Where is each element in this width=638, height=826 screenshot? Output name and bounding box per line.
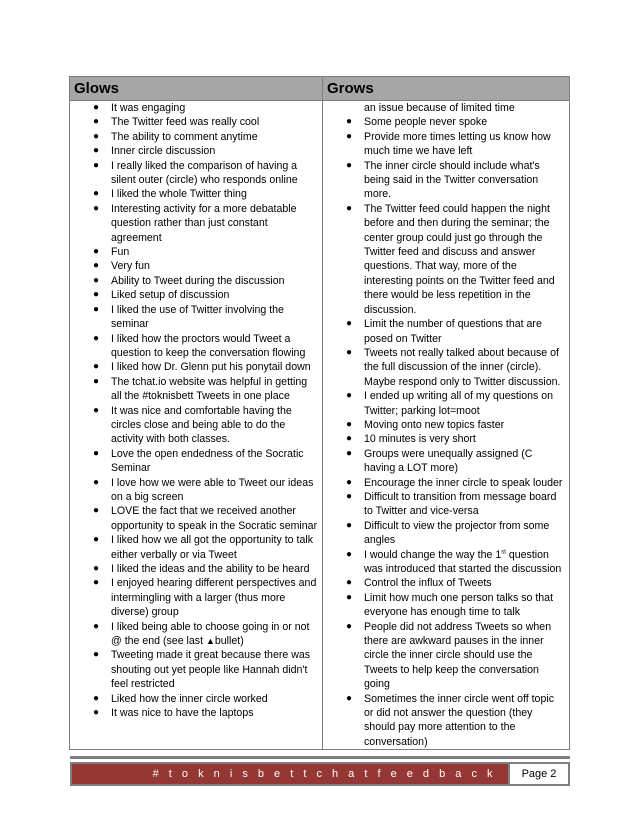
bullet-icon: ● [346, 519, 353, 531]
bullet-icon: ● [93, 289, 100, 301]
footer-title: # t o k n i s b e t t c h a t f e e d b a c k [72, 764, 508, 784]
list-item-text: It was engaging [111, 102, 186, 114]
list-item-text: Difficult to transition from message board to Twitter and vice-versa [364, 490, 557, 518]
list-item-text: Inner circle discussion [111, 145, 216, 158]
list-item-text: Some people never spoke [364, 116, 488, 129]
glows-header: Glows [70, 77, 323, 101]
triangle-icon: ▲ [205, 636, 215, 647]
list-item [70, 159, 318, 188]
list-item [323, 519, 565, 548]
list-item [323, 115, 565, 129]
bullet-icon: ● [93, 332, 100, 344]
list-item-text: Difficult to view the projector from some angles [364, 519, 550, 547]
list-item [70, 692, 318, 706]
list-item-text: I would change the way the 1 [364, 548, 502, 561]
bullet-icon: ● [346, 433, 353, 445]
list-item [323, 317, 565, 346]
list-item [323, 490, 565, 519]
bullet-icon: ● [93, 375, 100, 387]
list-item-text: Sometimes the inner circle went off topic or did not answer the question (they should pay more attention to the conversation) [364, 692, 554, 748]
list-item-text: Moving onto new topics faster [364, 418, 505, 431]
list-item-text: The Twitter feed was really cool [111, 116, 260, 129]
bullet-icon: ● [346, 591, 353, 603]
list-item-text: Love the open endedness of the Socratic Seminar [111, 447, 304, 475]
list-item-text: Ability to Tweet during the discussion [111, 274, 285, 287]
bullet-icon: ● [93, 202, 100, 214]
list-item [70, 288, 318, 302]
list-item-text: It was nice and comfortable having the circles close and being able to do the activity with both classes. [111, 404, 292, 446]
footer-divider [70, 756, 570, 759]
feedback-table [69, 76, 570, 750]
list-item-text: bullet) [214, 635, 244, 648]
list-item-text: I liked how we all got the opportunity to talk either verbally or via Tweet [111, 534, 313, 561]
list-item-text: Interesting activity for a more debatable question rather than just constant agreement [111, 202, 297, 244]
list-item [70, 447, 318, 476]
bullet-icon: ● [346, 390, 353, 402]
list-item-text: Control the influx of Tweets [364, 577, 492, 590]
bullet-icon: ● [93, 102, 100, 113]
bullet-icon: ● [93, 692, 100, 704]
list-item-text: question was introduced that started the discussion [364, 548, 562, 575]
list-item [323, 202, 565, 317]
bullet-icon: ● [346, 159, 353, 171]
bullet-icon: ● [93, 447, 100, 459]
bullet-icon: ● [93, 116, 100, 128]
list-item-text: I liked the use of Twitter involving the seminar [111, 303, 284, 331]
list-item [70, 476, 318, 505]
ordinal-superscript: st [501, 549, 506, 556]
bullet-icon: ● [93, 620, 100, 632]
list-item [70, 648, 318, 691]
list-item [323, 389, 565, 418]
list-item [70, 332, 318, 361]
list-item-text: I love how we were able to Tweet our ideas on a big screen [111, 476, 314, 503]
page-number: Page 2 [508, 764, 568, 784]
glows-list [70, 101, 322, 720]
list-item [70, 533, 318, 562]
glows-column [70, 101, 323, 750]
bullet-icon: ● [93, 404, 100, 416]
list-item-text: The tchat.io website was helpful in getting all the #toknisbett Tweets in one place [111, 375, 308, 403]
list-item [70, 202, 318, 245]
list-item [70, 187, 318, 201]
grows-column [323, 101, 570, 750]
list-item [323, 620, 565, 692]
list-item-text: I liked the ideas and the ability to be heard [111, 563, 310, 575]
list-item-text: Very fun [111, 260, 150, 273]
list-item-text: I liked how the proctors would Tweet a question to keep the conversation flowing [111, 332, 306, 359]
bullet-icon: ● [346, 130, 353, 142]
list-item-text: I enjoyed hearing different perspectives and intermingling with a larger (thus more diverse) group [111, 577, 317, 619]
bullet-icon: ● [93, 505, 100, 517]
list-item [70, 562, 318, 576]
list-item-text: The ability to comment anytime [111, 130, 258, 143]
page-footer [70, 762, 570, 786]
bullet-icon: ● [346, 490, 353, 502]
list-item-text: I ended up writing all of my questions on Twitter; parking lot=moot [364, 390, 554, 417]
bullet-icon: ● [93, 188, 100, 200]
grows-list [323, 115, 569, 749]
bullet-icon: ● [346, 548, 353, 560]
bullet-icon: ● [93, 361, 100, 373]
list-item-text: LOVE the fact that we received another opportunity to speak in the Socratic seminar [111, 505, 318, 532]
list-item [70, 274, 318, 288]
list-item [323, 346, 565, 389]
list-item-text: People did not address Tweets so when there are awkward pauses in the inner circle the inner circle should use the Tweets to help keep the conversation going [364, 620, 552, 691]
list-item [70, 130, 318, 144]
bullet-icon: ● [93, 577, 100, 589]
list-item [70, 375, 318, 404]
bullet-icon: ● [346, 346, 353, 358]
list-item-text: The inner circle should include what's being said in the Twitter conversation more. [364, 159, 540, 201]
bullet-icon: ● [346, 318, 353, 330]
bullet-icon: ● [93, 159, 100, 171]
list-item [70, 360, 318, 374]
bullet-icon: ● [93, 274, 100, 286]
list-item [323, 548, 565, 577]
list-item [70, 245, 318, 259]
bullet-icon: ● [93, 649, 100, 661]
bullet-icon: ● [346, 620, 353, 632]
list-item-text: The Twitter feed could happen the night before and then during the seminar; the center group could just go through the Twitter feed and discuss and answer questions. That way, more of the interesting points on the Twitter feed and there would be less repetition in the discussion. [364, 202, 555, 316]
bullet-icon: ● [346, 116, 353, 128]
list-item [70, 504, 318, 533]
list-item [70, 404, 318, 447]
list-item-text: Liked how the inner circle worked [111, 692, 268, 705]
bullet-icon: ● [93, 303, 100, 315]
list-item [70, 706, 318, 720]
list-item-text: Fun [111, 246, 130, 259]
list-item [323, 432, 565, 446]
bullet-icon: ● [93, 246, 100, 258]
bullet-icon: ● [93, 260, 100, 272]
list-item-text: Liked setup of discussion [111, 289, 230, 302]
bullet-icon: ● [93, 563, 100, 574]
bullet-icon: ● [93, 707, 100, 719]
list-item-text: Limit how much one person talks so that everyone has enough time to talk [364, 591, 554, 619]
bullet-icon: ● [346, 692, 353, 704]
list-item [70, 303, 318, 332]
bullet-icon: ● [346, 476, 353, 488]
list-item [70, 576, 318, 619]
list-item-text: I liked how Dr. Glenn put his ponytail down [111, 361, 311, 374]
list-item [70, 620, 318, 649]
bullet-icon: ● [93, 476, 100, 488]
list-item [323, 591, 565, 620]
list-item [70, 259, 318, 273]
list-item [70, 115, 318, 129]
list-item [323, 576, 565, 590]
list-item-text: I really liked the comparison of having a silent outer (circle) who responds online [111, 159, 298, 187]
list-item-text: Limit the number of questions that are posed on Twitter [364, 318, 542, 345]
list-item [323, 692, 565, 750]
bullet-icon: ● [346, 577, 353, 589]
list-item [70, 101, 318, 115]
list-item-text: Encourage the inner circle to speak louder [364, 476, 563, 489]
list-item-text: 10 minutes is very short [364, 433, 476, 446]
list-item [323, 476, 565, 490]
list-item [323, 130, 565, 159]
list-item-text: Tweeting made it great because there was shouting out yet people like Hannah didn't feel restricted [111, 649, 311, 691]
list-item [323, 418, 565, 432]
list-item-text: I liked the whole Twitter thing [111, 188, 247, 201]
grows-header: Grows [323, 77, 570, 101]
bullet-icon: ● [346, 447, 353, 459]
list-item [323, 159, 565, 202]
bullet-icon: ● [346, 202, 353, 214]
list-item-text: Provide more times letting us know how much time we have left [364, 130, 551, 158]
list-item-text: It was nice to have the laptops [111, 707, 254, 720]
list-item [323, 447, 565, 476]
list-item-text: I liked being able to choose going in or not @ the end (see last [111, 620, 310, 648]
bullet-icon: ● [93, 130, 100, 142]
grows-continuation-text: an issue because of limited time [364, 102, 515, 114]
list-item-text: Groups were unequally assigned (C having a LOT more) [364, 447, 533, 475]
bullet-icon: ● [346, 418, 353, 430]
bullet-icon: ● [93, 145, 100, 157]
list-item [70, 144, 318, 158]
list-item-text: Tweets not really talked about because of the full discussion of the inner (circle). Maybe respond only to Twitter discussion. [364, 346, 561, 388]
bullet-icon: ● [93, 534, 100, 546]
